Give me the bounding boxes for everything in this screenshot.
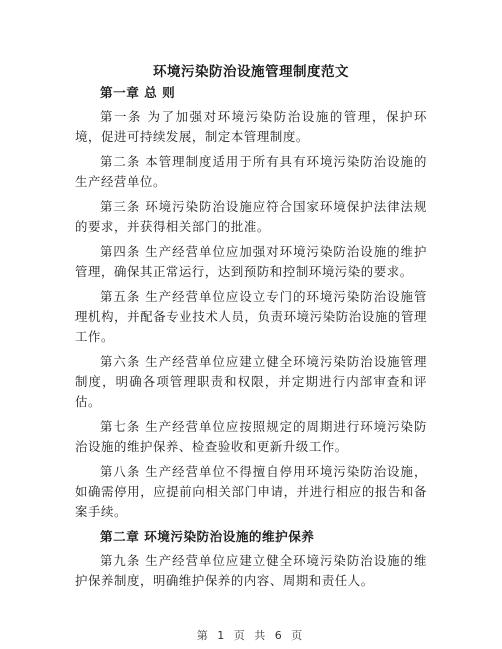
chapter-heading: 第一章 总 则 [100, 85, 176, 100]
document-body [75, 83, 427, 591]
article-paragraph: 第二条 本管理制度适用于所有具有环境污染防治设施的生产经营单位。 [75, 154, 427, 189]
article-paragraph: 第六条 生产经营单位应建立健全环境污染防治设施管理制度，明确各项管理职责和权限，并定期进行内部审查和评估。 [75, 354, 427, 409]
article-paragraph: 第三条 环境污染防治设施应符合国家环境保护法律法规的要求，并获得相关部门的批准。 [75, 199, 427, 234]
article-paragraph: 第七条 生产经营单位应按照规定的周期进行环境污染防治设施的维护保养、检查验收和更新升级工作。 [75, 419, 427, 454]
document-title: 环境污染防治设施管理制度范文 [153, 64, 349, 80]
article-paragraph: 第五条 生产经营单位应设立专门的环境污染防治设施管理机构，并配备专业技术人员，负责环境污染防治设施的管理工作。 [75, 289, 427, 344]
article-paragraph: 第四条 生产经营单位应加强对环境污染防治设施的维护管理，确保其正常运行，达到预防和控制环境污染的要求。 [75, 244, 427, 279]
page-number: 第 1 页 共 6 页 [196, 629, 306, 642]
article-paragraph: 第一条 为了加强对环境污染防治设施的管理，保护环境，促进可持续发展，制定本管理制度。 [75, 109, 427, 144]
article-paragraph: 第九条 生产经营单位应建立健全环境污染防治设施的维护保养制度，明确维护保养的内容、周期和责任人。 [75, 553, 427, 588]
article-paragraph: 第八条 生产经营单位不得擅自停用环境污染防治设施，如确需停用，应提前向相关部门申请，并进行相应的报告和备案手续。 [75, 464, 427, 519]
chapter-heading: 第二章 环境污染防治设施的维护保养 [100, 529, 315, 544]
